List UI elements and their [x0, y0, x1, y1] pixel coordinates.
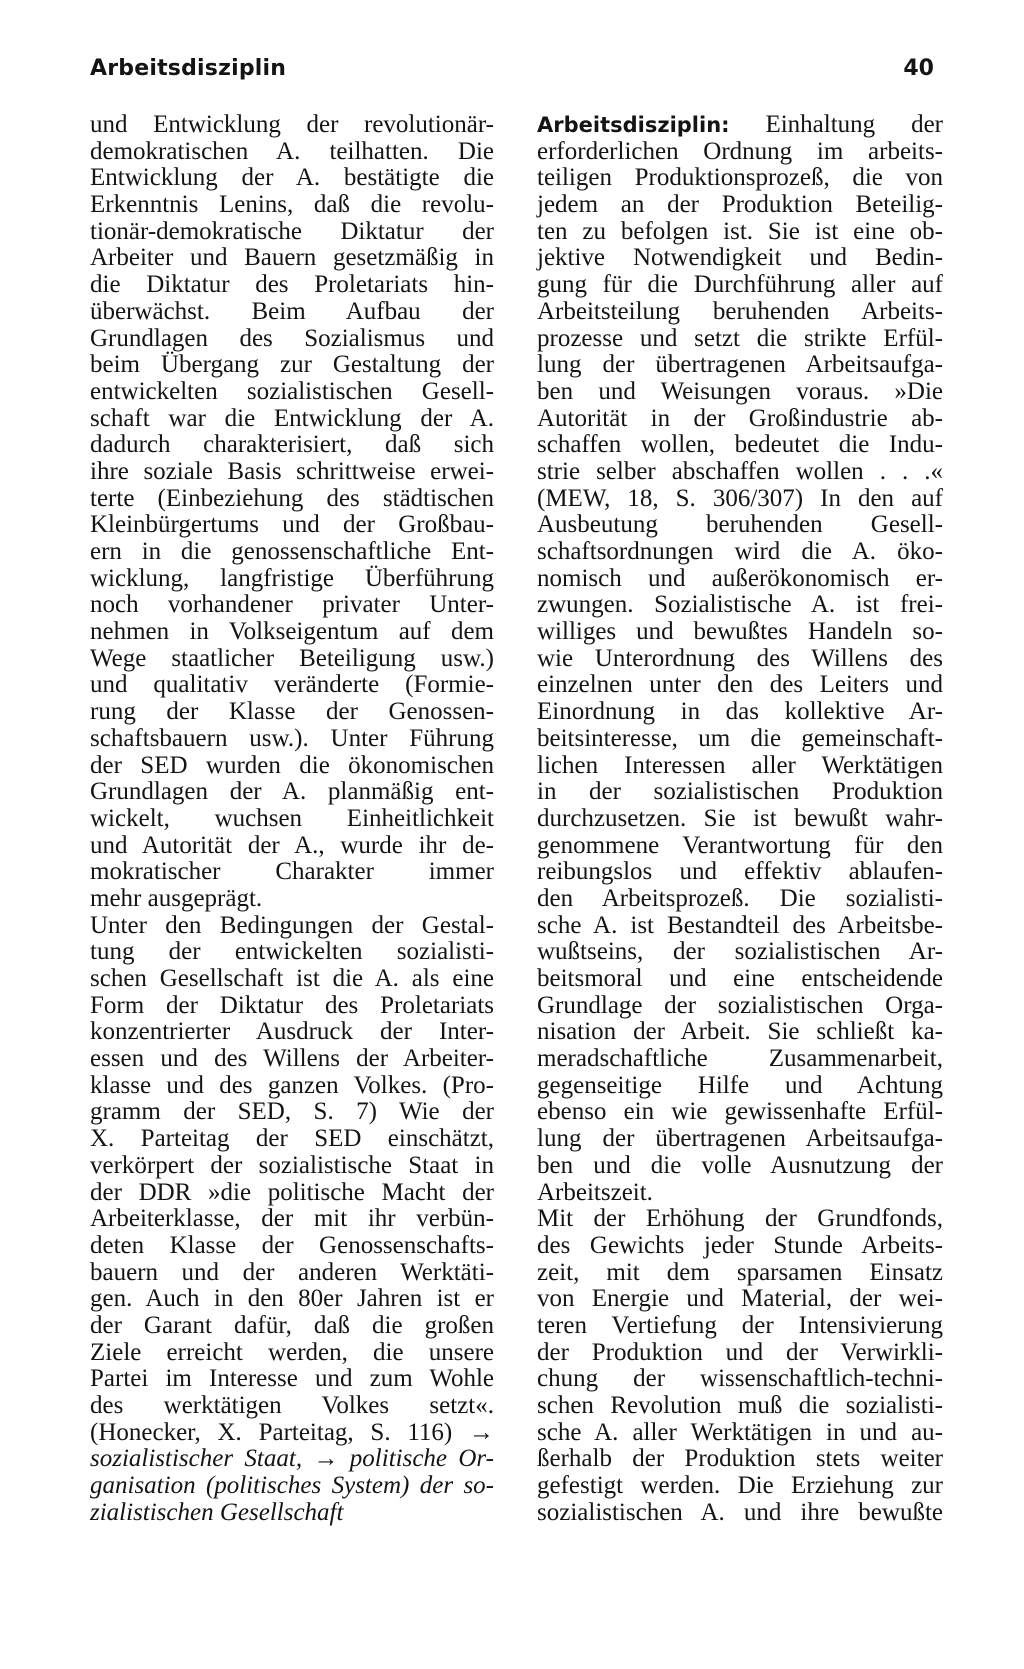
text-line: sozialistischen A. und ihre bewußte	[537, 1498, 943, 1526]
text-line: tionär-demokratische Diktatur der	[90, 217, 494, 245]
text-line: beitsmoral und eine entscheidende	[537, 965, 943, 992]
text-line: des Gewichts jeder Stunde Arbeits-	[537, 1231, 943, 1259]
text-line: nomisch und außerökonomisch er-	[537, 564, 943, 592]
text-line: erforderlichen Ordnung im arbeits-	[537, 137, 943, 165]
text-line: Erkenntnis Lenins, daß die revolu-	[90, 191, 494, 219]
text-line: Form der Diktatur des Proletariats	[90, 991, 494, 1019]
text-line: der Garant dafür, daß die großen	[90, 1311, 494, 1339]
left-text-column	[90, 112, 494, 1526]
text-line: nehmen in Volkseigentum auf dem	[90, 618, 494, 646]
text-line: noch vorhandener privater Unter-	[90, 591, 494, 619]
text-line: verkörpert der sozialistische Staat in	[90, 1151, 494, 1179]
text-line: essen und des Willens der Arbeiter-	[90, 1045, 494, 1073]
text-line: zeit, mit dem sparsamen Einsatz	[537, 1258, 943, 1286]
text-line: Ziele erreicht werden, die unsere	[90, 1338, 494, 1366]
text-line: klasse und des ganzen Volkes. (Pro-	[90, 1071, 494, 1099]
text-line: und Entwicklung der revolutionär-	[90, 111, 494, 138]
text-line: Grundlage der sozialistischen Orga-	[537, 991, 943, 1019]
text-line: schaftsbauern usw.). Unter Führung	[90, 724, 494, 752]
text-line: Partei im Interesse und zum Wohle	[90, 1365, 494, 1393]
text-line: Ausbeutung beruhenden Gesell-	[537, 511, 943, 539]
text-line: entwickelten sozialistischen Gesell-	[90, 377, 494, 405]
text-line: schaft war die Entwicklung der A.	[90, 404, 494, 432]
text-line: mehr ausgeprägt.	[90, 884, 263, 912]
text-line: wußtseins, der sozialistischen Ar-	[537, 938, 943, 966]
text-line: in der sozialistischen Produktion	[537, 778, 943, 806]
cross-reference-line: sozialistischer Staat, → politische Or-	[90, 1445, 494, 1473]
text-line: der SED wurden die ökonomischen	[90, 751, 494, 779]
text-line: teiligen Produktionsprozeß, die von	[537, 164, 943, 192]
text-line: schen Revolution muß die sozialisti-	[537, 1392, 943, 1419]
text-line: von Energie und Material, der wei-	[537, 1285, 943, 1313]
text-line: rung der Klasse der Genossen-	[90, 698, 494, 726]
text-line: teren Vertiefung der Intensivierung	[537, 1311, 943, 1339]
cross-reference-line: ganisation (politisches System) der so-	[90, 1472, 494, 1500]
text-line: überwächst. Beim Aufbau der	[90, 297, 494, 325]
text-line: gefestigt werden. Die Erziehung zur	[537, 1472, 943, 1500]
text-line: ßerhalb der Produktion stets weiter	[537, 1445, 943, 1473]
text-line: beim Übergang zur Gestaltung der	[90, 351, 494, 379]
running-head: Arbeitsdisziplin	[90, 56, 287, 81]
text-line: lichen Interessen aller Werktätigen	[537, 751, 943, 779]
text-line: des werktätigen Volkes setzt«.	[90, 1392, 494, 1419]
text-line: Einhaltung der	[729, 111, 943, 138]
text-line: Autorität in der Großindustrie ab-	[537, 404, 943, 432]
text-line: demokratischen A. teilhatten. Die	[90, 137, 494, 165]
text-line: (Honecker, X. Parteitag, S. 116) →	[90, 1418, 494, 1446]
text-line: Arbeiterklasse, der mit ihr verbün-	[90, 1205, 494, 1233]
text-line: bauern und der anderen Werktäti-	[90, 1258, 494, 1286]
text-line: prozesse und setzt die strikte Erfül-	[537, 324, 943, 352]
text-line: wickelt, wuchsen Einheitlichkeit	[90, 804, 494, 832]
text-line: (MEW, 18, S. 306/307) In den auf	[537, 484, 943, 512]
text-line: den Arbeitsprozeß. Die sozialisti-	[537, 884, 943, 912]
text-line: gung für die Durchführung aller auf	[537, 271, 943, 299]
text-line: Grundlagen der A. planmäßig ent-	[90, 778, 494, 806]
text-line: Mit der Erhöhung der Grundfonds,	[537, 1205, 943, 1233]
text-line: nisation der Arbeit. Sie schließt ka-	[537, 1018, 943, 1046]
text-line: jedem an der Produktion Beteilig-	[537, 191, 943, 219]
page-number: 40	[903, 56, 934, 81]
text-line: williges und bewußtes Handeln so-	[537, 618, 943, 646]
text-line: ben und die volle Ausnutzung der	[537, 1151, 943, 1179]
text-line: X. Parteitag der SED einschätzt,	[90, 1125, 494, 1153]
text-line: ern in die genossenschaftliche Ent-	[90, 538, 494, 565]
text-line: beitsinteresse, um die gemeinschaft-	[537, 724, 943, 752]
text-line: zwungen. Sozialistische A. ist frei-	[537, 591, 943, 619]
right-text-column	[537, 112, 943, 1526]
text-line: schaftsordnungen wird die A. öko-	[537, 538, 943, 565]
text-line: schaffen wollen, bedeutet die Indu-	[537, 431, 943, 459]
text-line: Arbeiter und Bauern gesetzmäßig in	[90, 244, 494, 272]
text-line: Arbeitsteilung beruhenden Arbeits-	[537, 297, 943, 325]
text-line: Wege staatlicher Beteiligung usw.)	[90, 644, 494, 672]
text-line: mokratischer Charakter immer	[90, 858, 494, 886]
text-line: lung der übertragenen Arbeitsaufga-	[537, 351, 943, 379]
text-line: Entwicklung der A. bestätigte die	[90, 164, 494, 192]
text-line: der DDR »die politische Macht der	[90, 1178, 494, 1206]
text-line: deten Klasse der Genossenschafts-	[90, 1231, 494, 1259]
text-line: durchzusetzen. Sie ist bewußt wahr-	[537, 804, 943, 832]
text-line: Grundlagen des Sozialismus und	[90, 324, 494, 352]
text-line: terte (Einbeziehung des städtischen	[90, 484, 494, 512]
text-line: chung der wissenschaftlich-techni-	[537, 1365, 943, 1393]
text-line: gen. Auch in den 80er Jahren ist er	[90, 1285, 494, 1313]
entry-first-line	[537, 112, 943, 139]
text-line: ben und Weisungen voraus. »Die	[537, 377, 943, 405]
text-line: ten zu befolgen ist. Sie ist eine ob-	[537, 217, 943, 245]
text-line: konzentrierter Ausdruck der Inter-	[90, 1018, 494, 1046]
text-line: dadurch charakterisiert, daß sich	[90, 431, 494, 459]
text-line: meradschaftliche Zusammenarbeit,	[537, 1045, 943, 1073]
cross-reference-line: zialistischen Gesellschaft	[90, 1498, 344, 1526]
text-line: und Autorität der A., wurde ihr de-	[90, 831, 494, 859]
text-line: gramm der SED, S. 7) Wie der	[90, 1098, 494, 1126]
text-line: jektive Notwendigkeit und Bedin-	[537, 244, 943, 272]
text-line: sche A. aller Werktätigen in und au-	[537, 1418, 943, 1446]
text-line: ihre soziale Basis schrittweise erwei-	[90, 457, 494, 485]
entry-lemma: Arbeitsdisziplin:	[537, 113, 730, 137]
text-line: genommene Verantwortung für den	[537, 831, 943, 859]
text-line: gegenseitige Hilfe und Achtung	[537, 1071, 943, 1099]
text-line: und qualitativ veränderte (Formie-	[90, 671, 494, 699]
text-line: der Produktion und der Verwirkli-	[537, 1338, 943, 1366]
text-line: sche A. ist Bestandteil des Arbeitsbe-	[537, 911, 943, 939]
text-line: ebenso ein wie gewissenhafte Erfül-	[537, 1098, 943, 1126]
text-line: Kleinbürgertums und der Großbau-	[90, 511, 494, 539]
text-line: Einordnung in das kollektive Ar-	[537, 698, 943, 726]
text-line: Unter den Bedingungen der Gestal-	[90, 911, 494, 939]
text-line: einzelnen unter den des Leiters und	[537, 671, 943, 699]
text-line: Arbeitszeit.	[537, 1178, 653, 1206]
text-line: reibungslos und effektiv ablaufen-	[537, 858, 943, 886]
text-line: wicklung, langfristige Überführung	[90, 564, 494, 592]
text-line: wie Unterordnung des Willens des	[537, 644, 943, 672]
text-line: die Diktatur des Proletariats hin-	[90, 271, 494, 299]
text-line: schen Gesellschaft ist die A. als eine	[90, 965, 494, 992]
text-line: tung der entwickelten sozialisti-	[90, 938, 494, 966]
text-line: strie selber abschaffen wollen . . .«	[537, 457, 943, 485]
text-line: lung der übertragenen Arbeitsaufga-	[537, 1125, 943, 1153]
